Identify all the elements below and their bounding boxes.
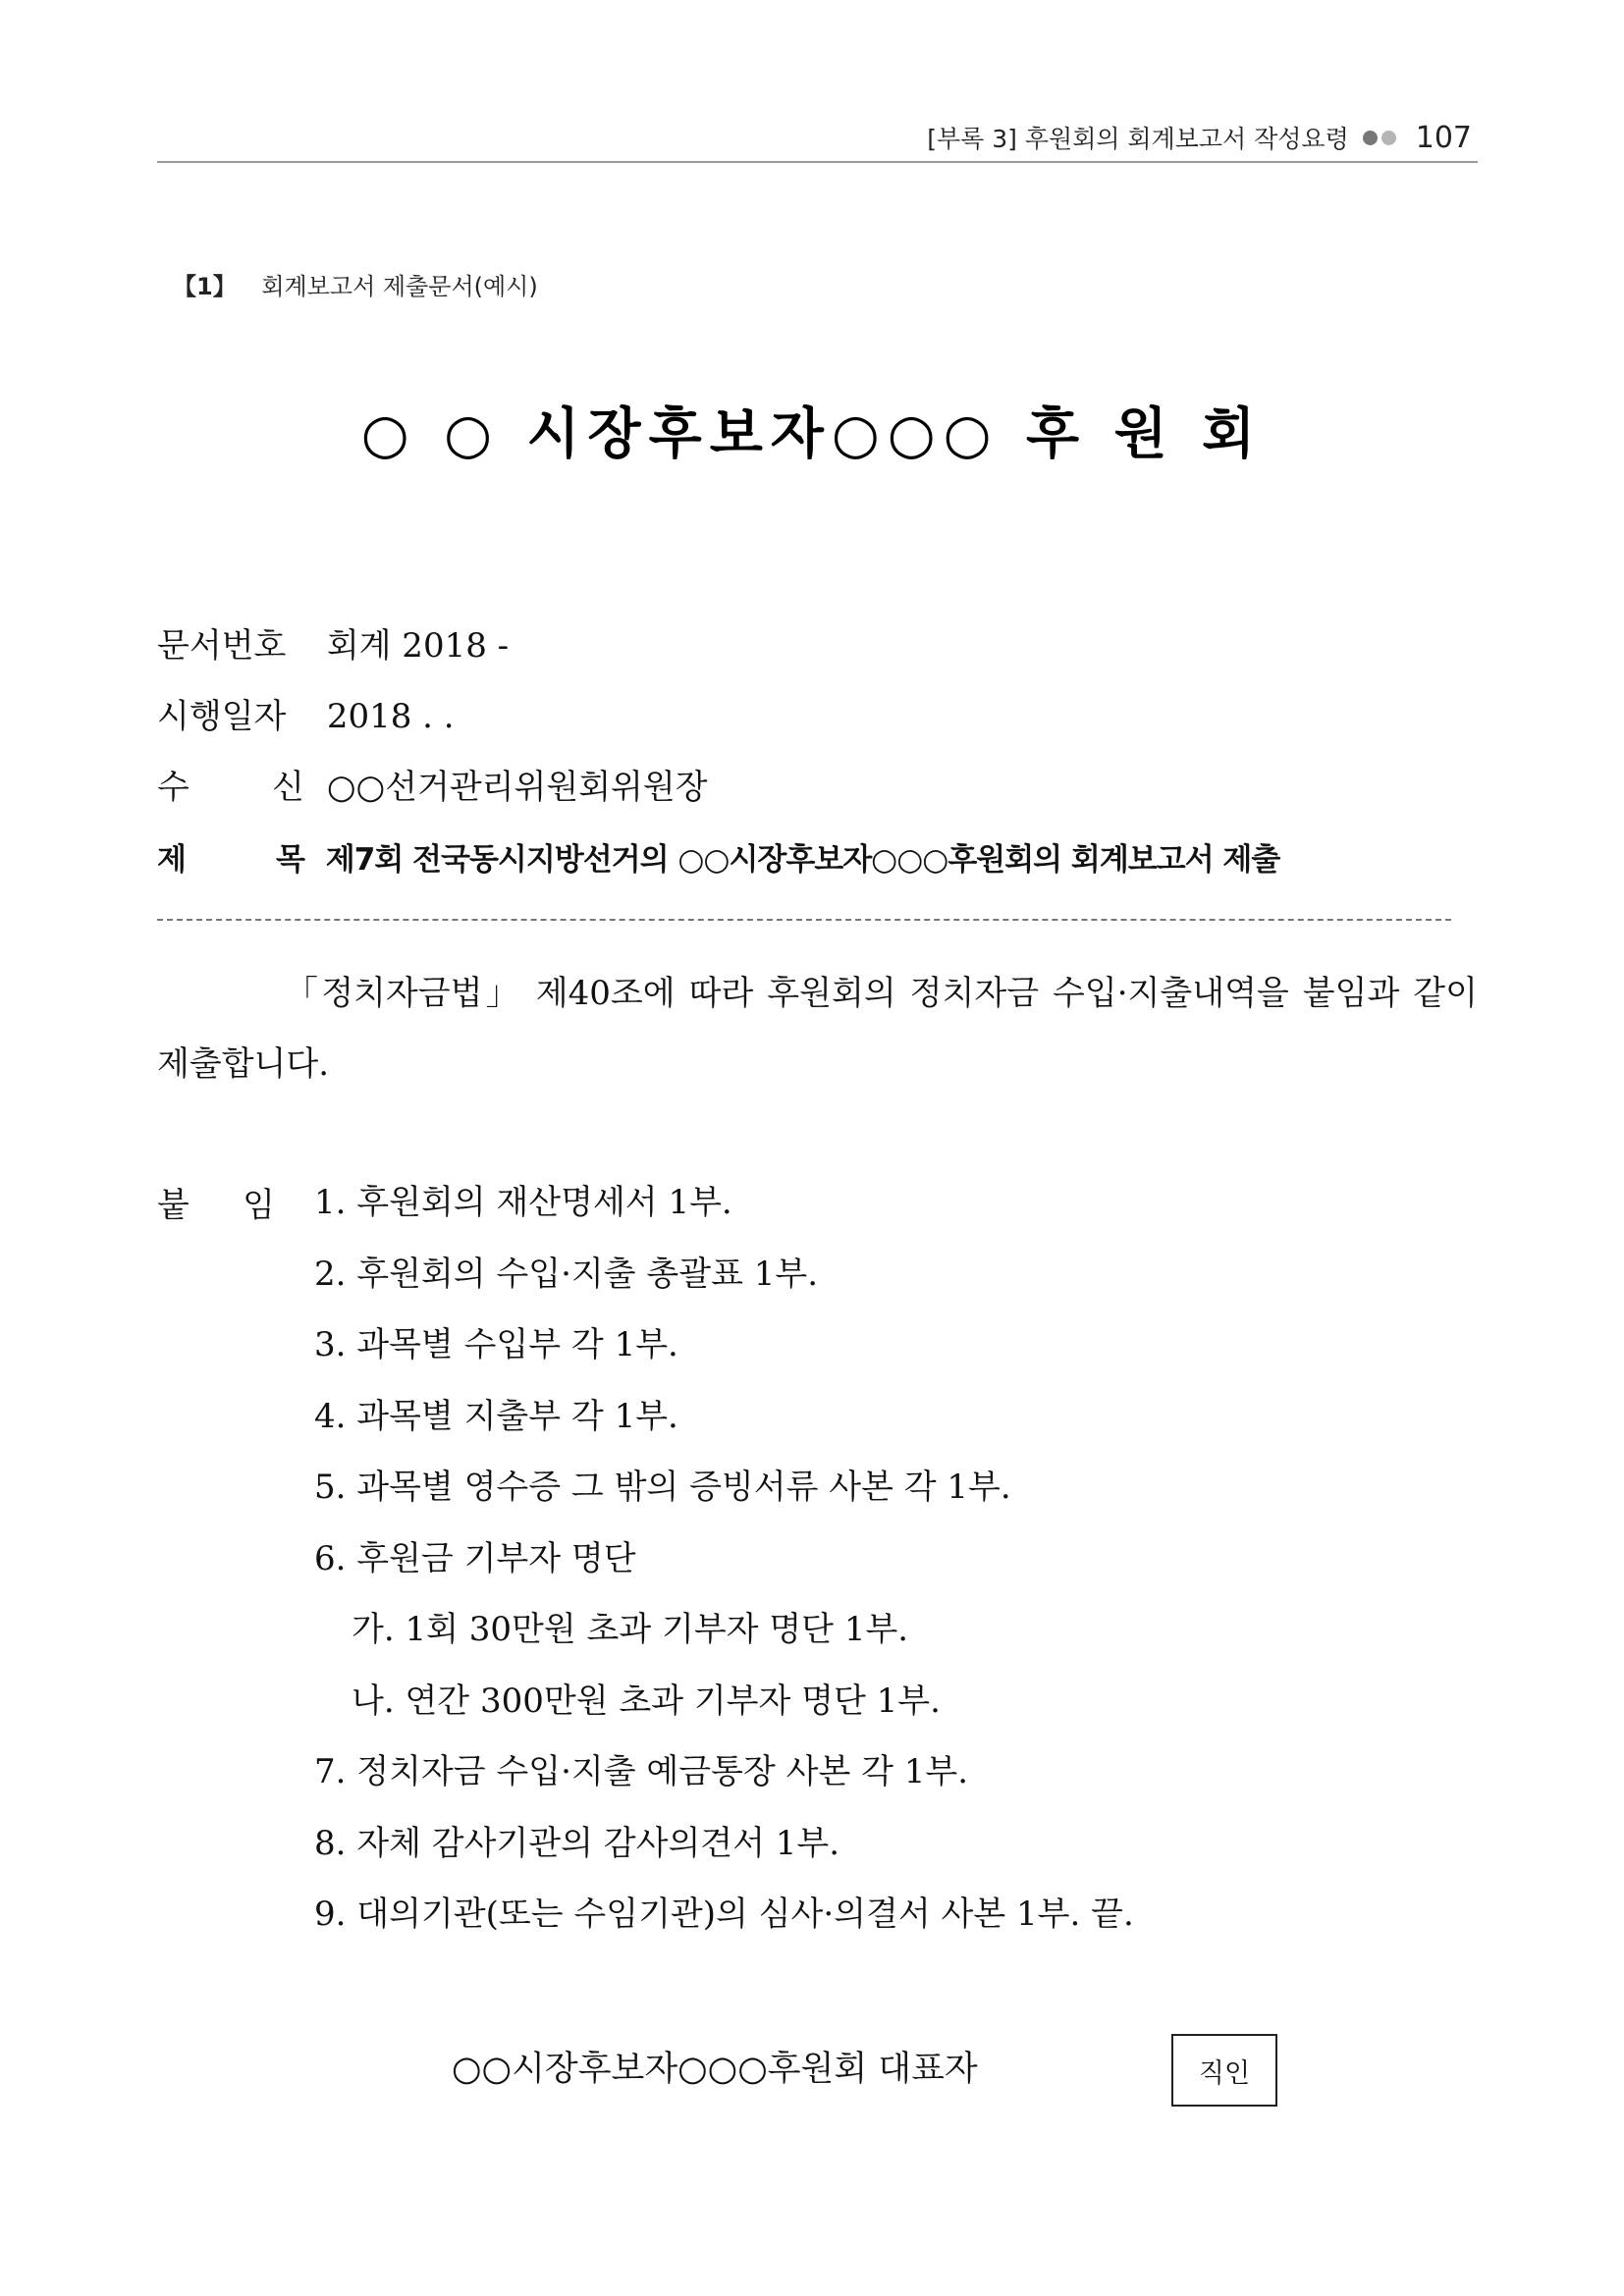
attachments-list [314, 1178, 1134, 1961]
dashed-divider [157, 919, 1451, 921]
date-label: 시행일자 [157, 697, 287, 736]
page-number: 107 [1415, 120, 1472, 155]
recipient-row [157, 760, 708, 808]
subject-row [157, 834, 1279, 879]
recipient-label-char: 수 [157, 768, 189, 807]
attachment-subitem: 가. 1회 30만원 초과 기부자 명단 1부. [352, 1610, 909, 1649]
seal-box: 직인 [1171, 2034, 1277, 2107]
attachments-label-char: 붙 [157, 1186, 189, 1225]
attachment-item: 1. 후원회의 재산명세서 1부. [314, 1183, 732, 1222]
recipient-value: ○○선거관리위원회위원장 [326, 768, 708, 807]
dot-dark-icon [1363, 131, 1378, 145]
attachment-item: 2. 후원회의 수입·지출 총괄표 1부. [314, 1254, 819, 1294]
subject-value: 제7회 전국동시지방선거의 ○○시장후보자○○○후원회의 회계보고서 제출 [325, 842, 1280, 878]
body-paragraph: 「정치자금법」 제40조에 따라 후원회의 정치자금 수입·지출내역을 붙임과 같이 제출합니다. [157, 974, 1478, 1084]
attachment-item: 7. 정치자금 수입·지출 예금통장 사본 각 1부. [314, 1752, 969, 1791]
section-label [173, 267, 538, 301]
attachments-label-chars [157, 1178, 275, 1226]
doc-number-value: 회계 2018 - [326, 626, 510, 666]
doc-number-row [157, 618, 509, 667]
recipient-label [157, 760, 304, 808]
attachment-item: 4. 과목별 지출부 각 1부. [314, 1396, 678, 1436]
signature-line: ○○시장후보자○○○후원회 대표자 [452, 2050, 978, 2089]
attachment-item: 9. 대의기관(또는 수임기관)의 심사·의결서 사본 1부. 끝. [314, 1895, 1134, 1934]
attachments-label-char: 임 [243, 1186, 275, 1225]
attachment-item: 8. 자체 감사기관의 감사의견서 1부. [314, 1823, 840, 1863]
subject-label [157, 834, 304, 879]
recipient-label-char: 신 [272, 768, 304, 807]
document-title: ○ ○ 시장후보자○○○ 후 원 회 [360, 402, 1264, 466]
dot-light-icon [1381, 131, 1396, 145]
date-value: 2018 . . [326, 697, 455, 736]
header-right [927, 120, 1472, 155]
attachment-item: 6. 후원금 기부자 명단 [314, 1538, 636, 1578]
subject-label-char: 제 [157, 842, 186, 878]
attachments-label [157, 1178, 275, 1226]
section-title: 회계보고서 제출문서(예시) [261, 273, 538, 300]
subject-label-char: 목 [276, 842, 304, 878]
attachment-item: 3. 과목별 수입부 각 1부. [314, 1325, 678, 1364]
attachment-subitem: 나. 연간 300만원 초과 기부자 명단 1부. [352, 1681, 941, 1721]
bullet-dots-icon [1363, 131, 1396, 145]
date-row [157, 689, 455, 737]
chapter-title: [부록 3] 후원회의 회계보고서 작성요령 [927, 125, 1349, 153]
attachment-item: 5. 과목별 영수증 그 밖의 증빙서류 사본 각 1부. [314, 1468, 1011, 1507]
section-number: 【1】 [173, 273, 237, 300]
page-header [157, 116, 1478, 163]
doc-number-label: 문서번호 [157, 626, 287, 666]
